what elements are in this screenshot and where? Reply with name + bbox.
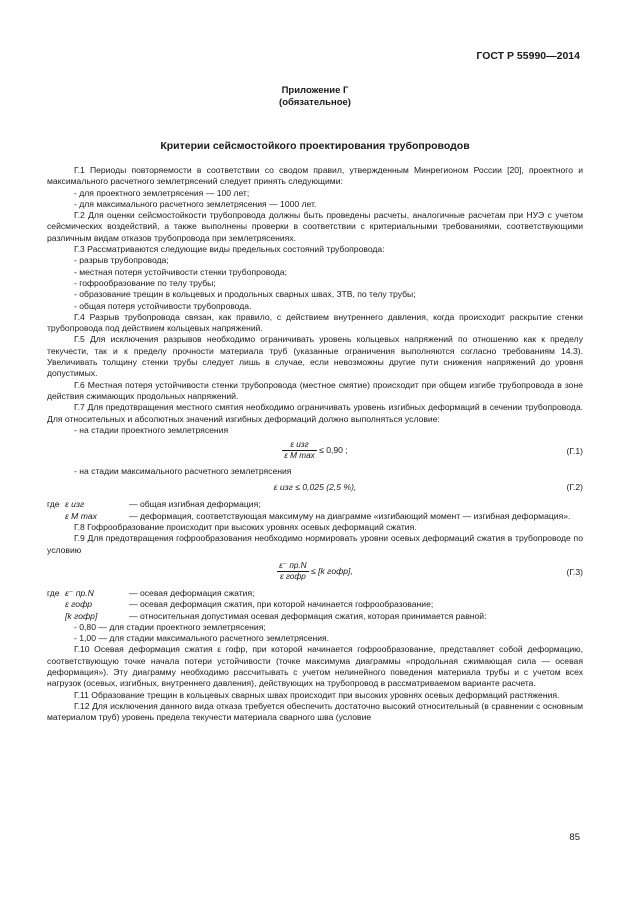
definition-row [47, 588, 583, 599]
paragraph: Г.11 Образование трещин в кольцевых сварных швах происходит при высоких уровнях осевых деформаций растяжения. [74, 689, 560, 700]
definition-symbol: [k гофр] [65, 610, 98, 621]
standard-header: ГОСТ Р 55990—2014 [476, 50, 580, 62]
definition-row [47, 511, 583, 522]
definition-symbol: ε изг [65, 499, 85, 510]
where-label: где [47, 499, 60, 510]
formula-label: (Г.3) [566, 566, 583, 577]
list-item: - на стадии максимального расчетного землетрясения [74, 466, 292, 477]
list-item: - для максимального расчетного землетрясения — 1000 лет. [74, 198, 317, 209]
formula-fraction: $\frac{\varepsilon^- пр.N}{\text{ε гофр}}$ [279, 560, 307, 581]
definition-row [47, 499, 583, 510]
paragraph: Г.6 Местная потеря устойчивости стенки трубопровода (местное смятие) происходит при общем изгибе трубопровода в зоне действия сжимающих продольных напряжений. [47, 379, 583, 401]
section-title: Критерии сейсмостойкого проектирования трубопроводов [160, 140, 470, 152]
paragraph: Г.1 Периоды повторяемости в соответствии со сводом правил, утвержденным Минрегионом России [20], проектного и максимального расчетного землетрясений следует принять следующими: [47, 165, 583, 187]
list-item: - 0,80 — для стадии проектного землетрясения; [74, 621, 266, 632]
definition-text: — относительная допустимая осевая деформация сжатия, которая принимается равной: [129, 610, 487, 621]
formula-label: (Г.2) [566, 482, 583, 493]
list-item: - общая потеря устойчивости трубопровода. [74, 300, 252, 311]
definition-symbol: ε⁻ пр.N [65, 587, 94, 598]
formula-fraction: $\frac{\text{ε изг}}{\text{ε M max}}$ [284, 440, 315, 461]
list-item: - образование трещин в кольцевых и продольных сварных швах, ЗТВ, по телу трубы; [74, 289, 416, 300]
list-item: - 1,00 — для стадии максимального расчетного землетрясения. [74, 633, 330, 644]
definition-text: — общая изгибная деформация; [129, 499, 261, 510]
formula-g3 [47, 556, 583, 588]
appendix-title: Приложение Г [281, 85, 349, 96]
list-item: - разрыв трубопровода; [74, 255, 169, 266]
definition-text: — осевая деформация сжатия, при которой начинается гофрообразование; [129, 599, 434, 610]
paragraph: Г.2 Для оценки сейсмостойкости трубопровода должны быть проведены расчеты, аналогичные расчетам при НУЭ с учетом сейсмических воздействий, а также выполнены проверки в соответствии с критериальными требованиями, соответствующими различным видам отказов трубопровода при землетрясениях. [47, 210, 583, 243]
definition-text: — осевая деформация сжатия; [129, 587, 255, 598]
paragraph: Г.5 Для исключения разрывов необходимо ограничивать уровень кольцевых напряжений по отношению как к пределу текучести, так и к пределу прочности материала труб (указанные ограничения выполняются согласно требованиям 14.3). Увеличивать толщину стенки трубы следует лишь в случае, если невозможны другие пути снижения напряжений до уровня допустимых. [47, 334, 583, 379]
paragraph: Г.3 Рассматриваются следующие виды предельных состояний трубопровода: [74, 244, 385, 255]
appendix-status: (обязательное) [279, 97, 351, 108]
paragraph: Г.12 Для исключения данного вида отказа требуется обеспечить достаточно высокий относительный (в сравнении с основным материалом труб) уровень предела текучести материала сварного шва (условие [47, 700, 583, 723]
formula-g2 [47, 477, 583, 499]
formula-label: (Г.1) [566, 446, 583, 457]
formula-rhs: ≤ [k гофр], [311, 565, 353, 576]
definition-symbol: ε M max [65, 510, 97, 521]
formula-g1 [47, 436, 583, 466]
paragraph: Г.4 Разрыв трубопровода связан, как правило, с действием внутреннего давления, когда происходит раскрытие стенки трубопровода под действием кольцевых напряжений. [47, 311, 583, 334]
paragraph: Г.10 Осевая деформация сжатия ε гофр, при которой начинается гофрообразование, представляет собой деформацию, соответствующую точке начала потери устойчивости (точке максимума диаграммы «продольная сжимающая сила — осевая деформация»). Эту диаграмму необходимо рассчитывать с учетом нелинейного поведения материала трубы и с учетом всех нагрузок (осевых, изгибных, внутреннего давления), действующих на трубопровод в рассматриваемом варианте расчета. [47, 644, 583, 689]
list-item: - для проектного землетрясения — 100 лет; [74, 187, 250, 198]
list-item: - местная потеря устойчивости стенки трубопровода; [74, 266, 287, 277]
page-number: 85 [569, 832, 580, 843]
definition-symbol: ε гофр [65, 599, 93, 610]
definition-row [47, 599, 583, 610]
formula-rhs: ≤ 0,90 ; [319, 444, 348, 455]
list-item: - гофрообразование по телу трубы; [74, 277, 216, 288]
where-label: где [47, 587, 60, 598]
paragraph: Г.9 Для предотвращения гофрообразования необходимо нормировать уровни осевых деформаций сжатия в трубопроводе по условию [47, 533, 583, 555]
paragraph: Г.7 Для предотвращения местного смятия необходимо ограничивать уровень изгибных деформаций в сечении трубопровода. Для относительных и абсолютных значений изгибных деформаций должно выполняться условие: [47, 402, 583, 424]
list-item: - на стадии проектного землетрясения [74, 424, 229, 435]
formula-text: ε изг ≤ 0,025 (2,5 %), [273, 482, 357, 493]
paragraph: Г.8 Гофрообразование происходит при высоких уровнях осевых деформаций сжатия. [74, 522, 417, 533]
definition-text: — деформация, соответствующая максимуму на диаграмме «изгибающий момент — изгибная деформация». [129, 510, 571, 521]
document-body [47, 165, 583, 723]
definition-row [47, 611, 583, 622]
